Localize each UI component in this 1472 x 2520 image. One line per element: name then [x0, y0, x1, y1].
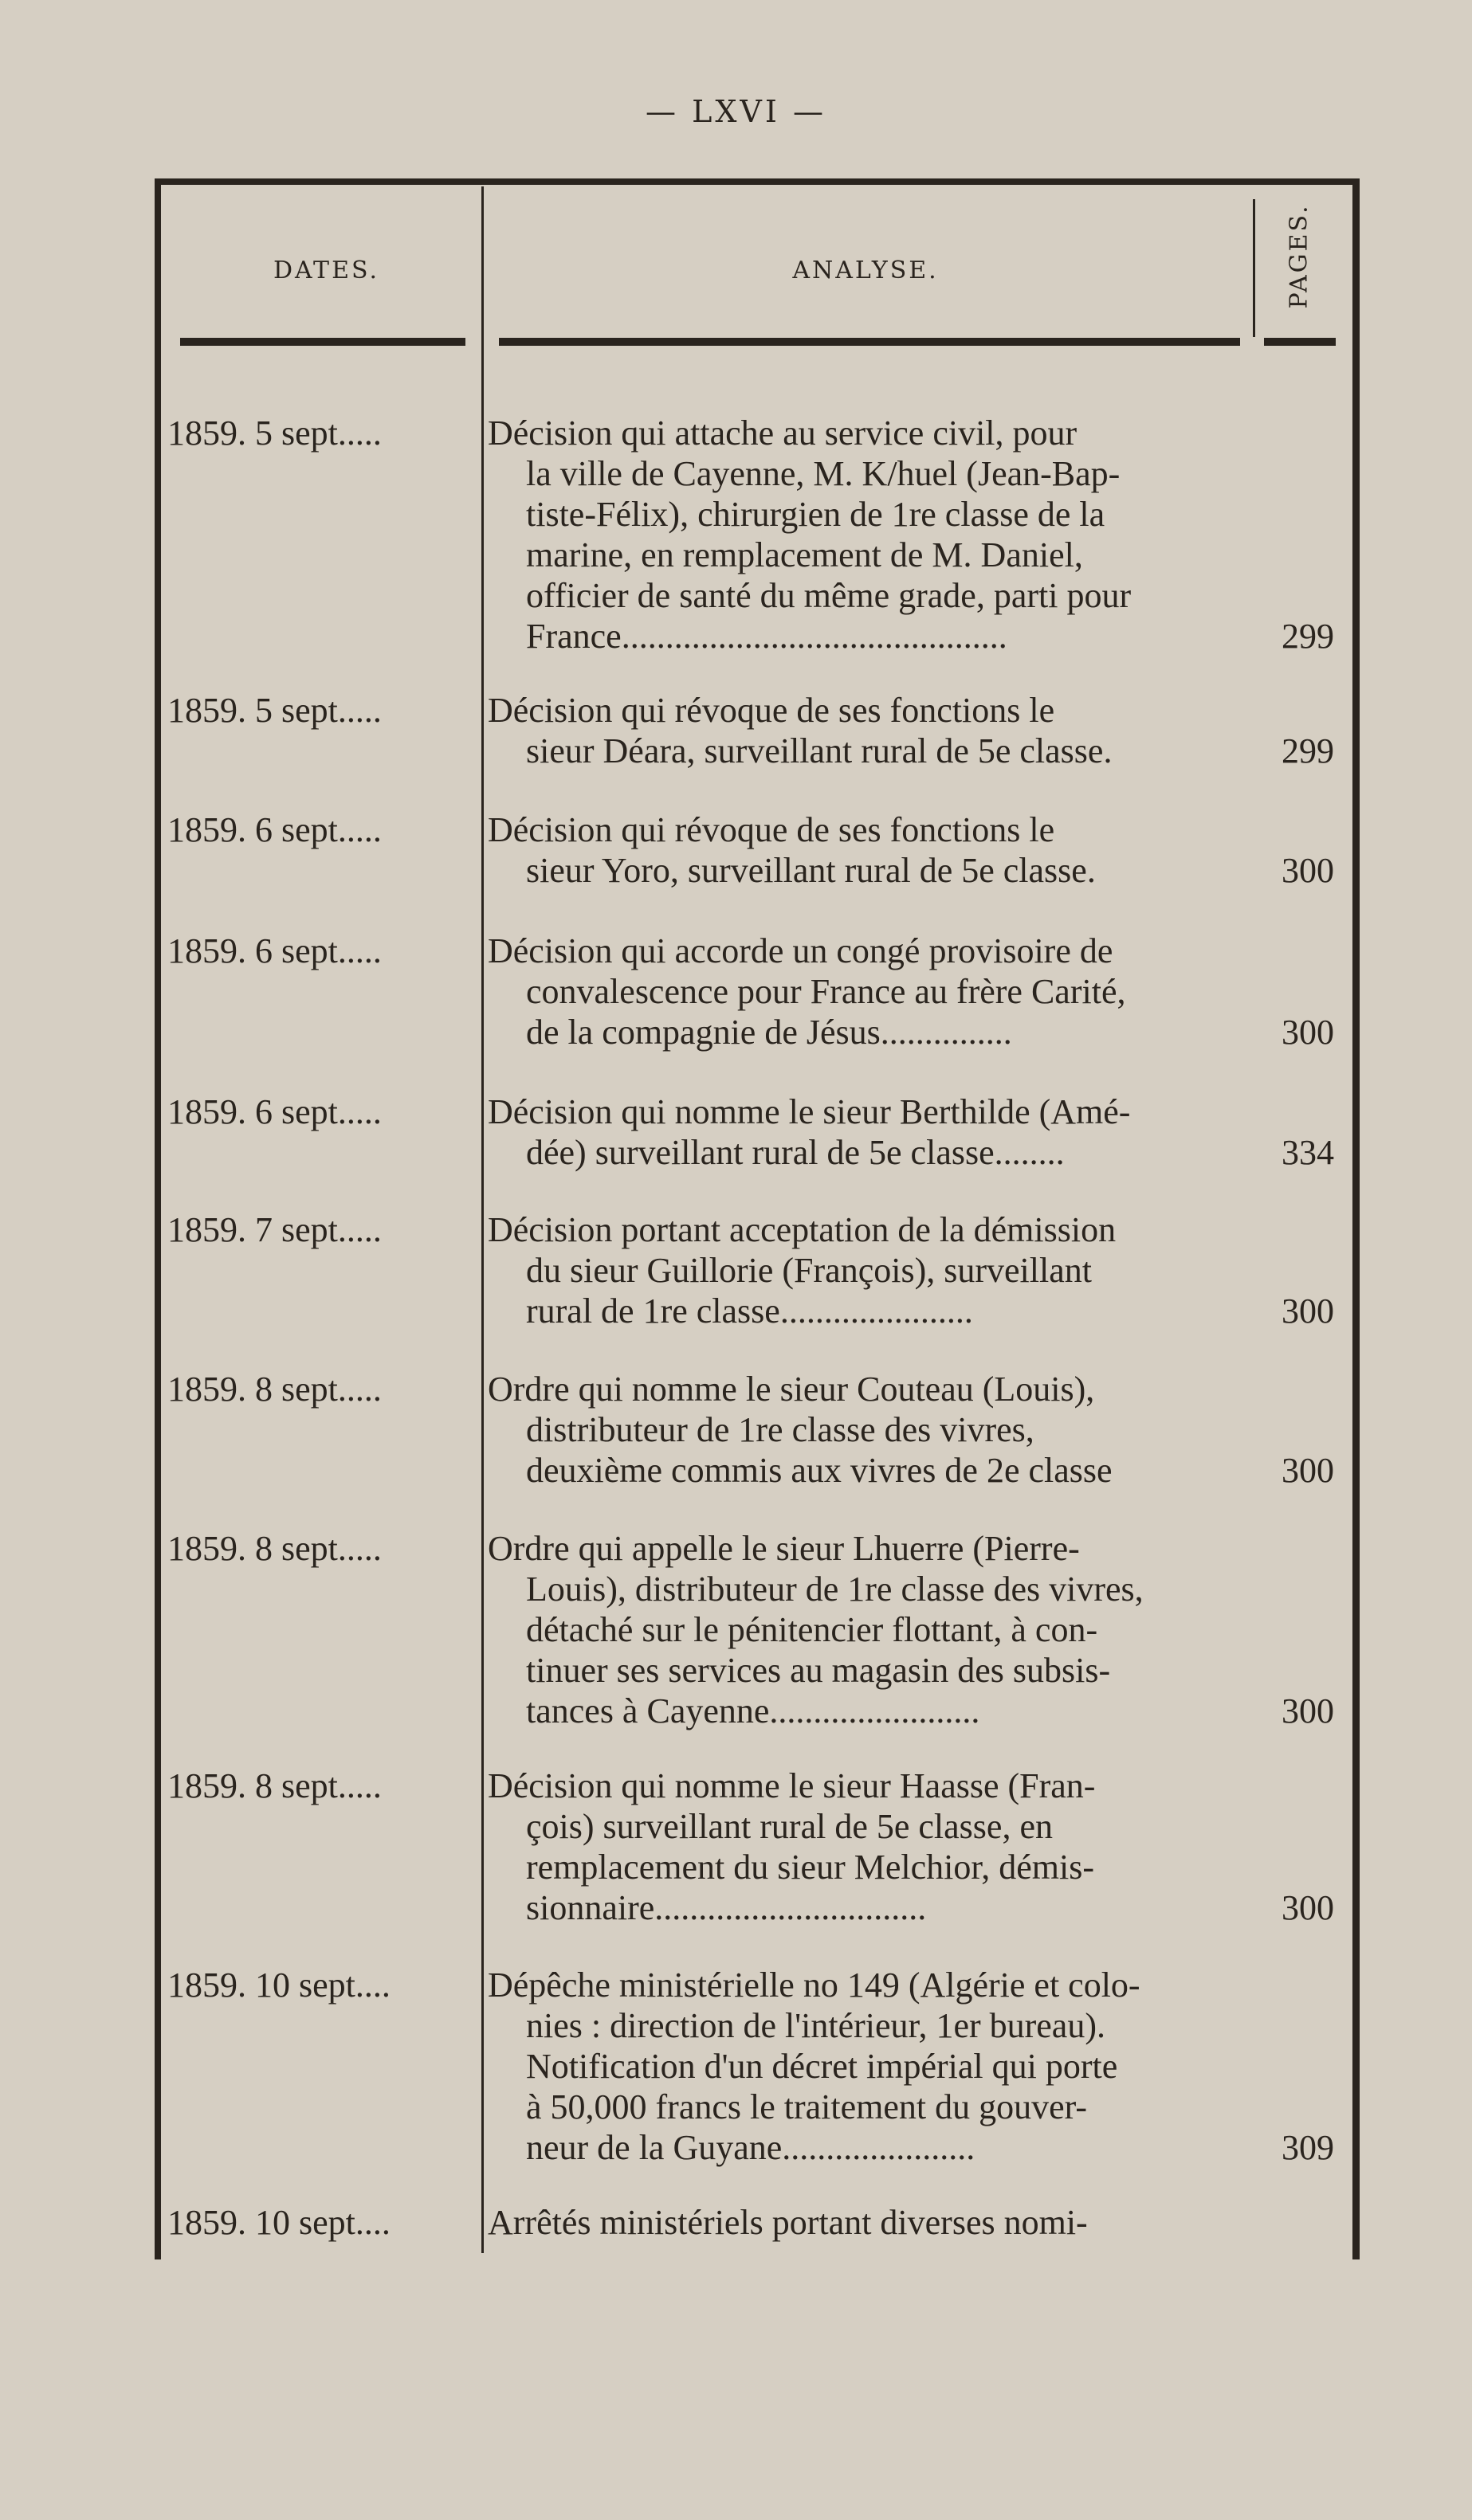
column-divider-pages: [1253, 199, 1255, 337]
analysis-line: çois) surveillant rural de 5e classe, en: [526, 1807, 1053, 1846]
analysis-line: Notification d'un décret impérial qui porte: [526, 2047, 1118, 2086]
header-rule-pages: [1264, 338, 1336, 346]
analysis-line: Décision portant acceptation de la démission: [488, 1210, 1117, 1249]
header-rule-dates: [180, 338, 465, 346]
analysis-line: Décision qui accorde un congé provisoire de: [488, 931, 1113, 970]
analysis-line: tances à Cayenne........................: [526, 1691, 980, 1730]
analysis-line: officier de santé du même grade, parti pour: [526, 576, 1132, 615]
entry-analysis: [488, 1369, 1240, 1491]
entry-analysis: [488, 1965, 1240, 2168]
analysis-line: Décision qui révoque de ses fonctions le: [488, 691, 1055, 730]
analysis-line: remplacement du sieur Melchior, démis-: [526, 1848, 1095, 1887]
entry-date: 1859. 5 sept.....: [167, 413, 382, 453]
header-dates: DATES.: [273, 257, 379, 284]
entry-page-number: 300: [1282, 1691, 1334, 1730]
entry-date: 1859. 6 sept.....: [167, 1092, 382, 1131]
analysis-line: Ordre qui appelle le sieur Lhuerre (Pierre-: [488, 1529, 1080, 1568]
analysis-line: convalescence pour France au frère Carité,: [526, 972, 1126, 1011]
entry-analysis: [488, 1091, 1240, 1173]
analysis-line: à 50,000 francs le traitement du gouver-: [526, 2087, 1088, 2126]
analysis-line: tiste-Félix), chirurgien de 1re classe de la: [526, 495, 1105, 534]
analysis-line: sieur Yoro, surveillant rural de 5e classe.: [526, 851, 1096, 890]
analysis-line: rural de 1re classe......................: [526, 1291, 973, 1331]
entry-page-number: 300: [1282, 1291, 1334, 1331]
entry-date: 1859. 8 sept.....: [167, 1529, 382, 1568]
analysis-line: dée) surveillant rural de 5e classe........: [526, 1133, 1065, 1172]
analysis-line: Décision qui nomme le sieur Haasse (Fran-: [488, 1766, 1096, 1805]
entry-date: 1859. 10 sept....: [167, 1965, 391, 2005]
header-pages: [1267, 186, 1331, 326]
entry-analysis: [488, 413, 1240, 656]
entry-date: 1859. 8 sept.....: [167, 1766, 382, 1805]
entry-date: 1859. 6 sept.....: [167, 810, 382, 849]
entry-page-number: 300: [1282, 1013, 1334, 1052]
entry-date: 1859. 6 sept.....: [167, 931, 382, 970]
entry-date: 1859. 7 sept.....: [167, 1210, 382, 1249]
entry-analysis: [488, 1528, 1240, 1731]
entry-page-number: 300: [1282, 851, 1334, 890]
entry-page-number: 309: [1282, 2128, 1334, 2167]
entry-date: 1859. 10 sept....: [167, 2203, 391, 2242]
entry-analysis: [488, 931, 1240, 1052]
header-rule-analyse: [499, 338, 1240, 346]
entry-analysis: [488, 809, 1240, 891]
entry-date: 1859. 8 sept.....: [167, 1370, 382, 1409]
analysis-line: sieur Déara, surveillant rural de 5e classe.: [526, 731, 1113, 770]
analysis-line: Ordre qui nomme le sieur Couteau (Louis),: [488, 1370, 1095, 1409]
analysis-line: Décision qui attache au service civil, pour: [488, 413, 1078, 453]
analysis-line: Décision qui nomme le sieur Berthilde (Amé-: [488, 1092, 1131, 1131]
entry-analysis: [488, 690, 1240, 771]
entry-page-number: 300: [1282, 1888, 1334, 1927]
analysis-line: France............................................: [526, 617, 1007, 656]
entry-page-number: 299: [1282, 731, 1334, 770]
analysis-line: marine, en remplacement de M. Daniel,: [526, 535, 1083, 574]
column-divider-dates: [481, 186, 484, 2253]
analysis-line: tinuer ses services au magasin des subsis-: [526, 1651, 1111, 1690]
entry-page-number: 300: [1282, 1451, 1334, 1490]
analysis-line: sionnaire...............................: [526, 1888, 927, 1927]
analysis-line: Décision qui révoque de ses fonctions le: [488, 810, 1055, 849]
analysis-line: Louis), distributeur de 1re classe des vivres,: [526, 1570, 1144, 1609]
analysis-line: détaché sur le pénitencier flottant, à con-: [526, 1610, 1098, 1649]
entry-page-number: 334: [1282, 1133, 1334, 1172]
analysis-line: neur de la Guyane......................: [526, 2128, 975, 2167]
analysis-line: Arrêtés ministériels portant diverses nomi-: [488, 2203, 1088, 2242]
entry-analysis: [488, 1209, 1240, 1331]
entry-analysis: [488, 1766, 1240, 1928]
analysis-line: distributeur de 1re classe des vivres,: [526, 1410, 1034, 1449]
analysis-line: la ville de Cayenne, M. K/huel (Jean-Bap-: [526, 454, 1121, 493]
analysis-line: Dépêche ministérielle no 149 (Algérie et colo-: [488, 1965, 1140, 2005]
page-number: — LXVI —: [646, 94, 826, 129]
entry-analysis: [488, 2202, 1240, 2243]
entry-date: 1859. 5 sept.....: [167, 691, 382, 730]
analysis-line: deuxième commis aux vivres de 2e classe: [526, 1451, 1113, 1490]
analysis-line: du sieur Guillorie (François), surveillant: [526, 1251, 1092, 1290]
header-analyse: ANALYSE.: [792, 257, 939, 284]
analysis-line: nies : direction de l'intérieur, 1er bureau).: [526, 2006, 1105, 2045]
entry-page-number: 299: [1282, 617, 1334, 656]
analysis-line: de la compagnie de Jésus...............: [526, 1013, 1012, 1052]
header-pages-label: PAGES.: [1285, 203, 1313, 309]
